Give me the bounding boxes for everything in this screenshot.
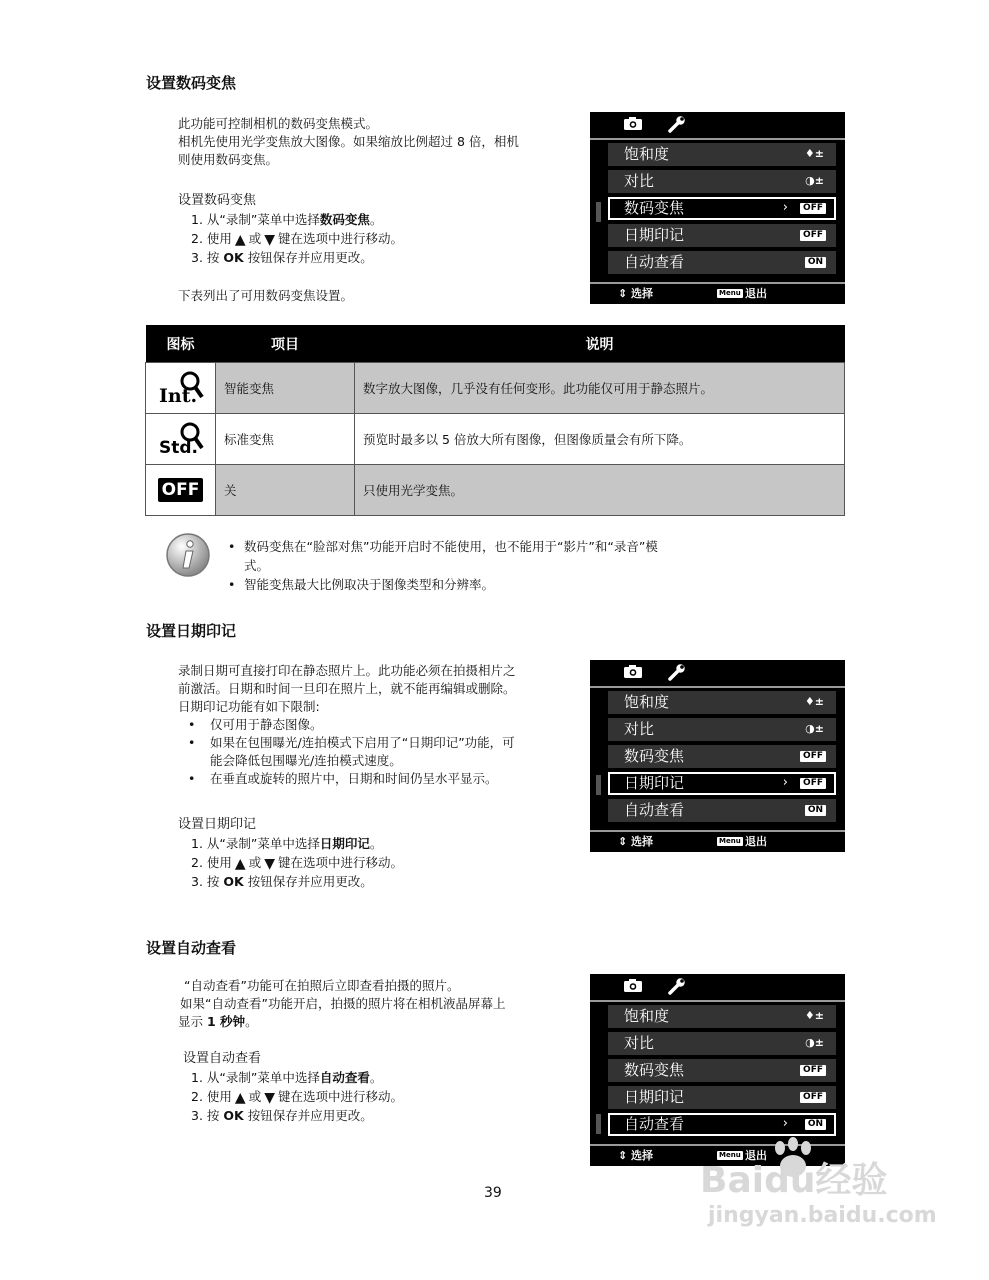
saturation-icon: ♦± [804,695,824,708]
note-item-cont: 式。 [244,558,270,573]
contrast-icon: ◑± [805,174,824,187]
date-stamp-intro [178,662,588,788]
down-arrow-icon: ▼ [264,1090,275,1106]
step-2: 2. 使用 ▲ 或 ▼ 键在选项中进行移动。 [191,231,403,248]
camera-menu-screenshot [590,660,845,852]
up-arrow-icon: ▲ [234,1090,246,1106]
value-badge: ON [805,257,826,268]
value-badge: ON [805,805,826,816]
info-icon [165,532,211,578]
step-1: 1. 从“录制”菜单中选择数码变焦。 [191,212,383,227]
value-badge: OFF [800,1065,826,1076]
digital-zoom-table [145,325,845,516]
menu-item-date-stamp: 日期印记 OFF [608,1086,836,1109]
menu-footer: ⇕ 选择 Menu 退出 [590,830,845,852]
table-row [146,363,845,414]
menu-item-saturation: 饱和度 ♦± [608,143,836,166]
page-number: 39 [484,1185,502,1201]
note-item: • 数码变焦在“脸部对焦”功能开启时不能使用，也不能用于“影片”和“录音”模 [228,539,658,554]
menu-item-contrast: 对比 ◑± [608,718,836,741]
menu-item-digital-zoom: 数码变焦 OFF [608,1059,836,1082]
menu-item-contrast: 对比 ◑± [608,170,836,193]
steps-title: 设置自动查看 [183,1051,262,1066]
scrollbar [596,775,601,795]
table-cell-item: 关 [216,465,355,516]
auto-review-steps [183,1049,593,1125]
menu-item-auto-review: 自动查看 › ON [608,1113,836,1136]
menu-item-auto-review: 自动查看 ON [608,799,836,822]
step-1: 1. 从“录制”菜单中选择自动查看。 [191,1070,383,1085]
table-cell-desc: 预览时最多以 5 倍放大所有图像，但图像质量会有所下降。 [355,414,845,465]
section-title-date-stamp: 设置日期印记 [146,622,237,640]
limit-item: • 如果在包围曝光/连拍模式下启用了“日期印记”功能，可 [188,735,515,750]
table-intro: 下表列出了可用数码变焦设置。 [178,288,354,303]
section-title-digital-zoom: 设置数码变焦 [146,74,237,92]
menu-footer: ⇕ 选择 Menu 退出 [590,1144,845,1166]
value-badge: OFF [800,751,826,762]
intro-line: 显示 1 秒钟。 [178,1014,258,1029]
steps-title: 设置数码变焦 [178,193,257,208]
menu-item-digital-zoom: 数码变焦 OFF [608,745,836,768]
intro-line: 相机先使用光学变焦放大图像。如果缩放比例超过 8 倍，相机 [178,134,519,149]
limit-item: • 仅可用于静态图像。 [188,717,323,732]
intro-line: 则使用数码变焦。 [178,152,279,167]
chevron-right-icon: › [782,775,788,790]
menu-button-icon: Menu [719,837,741,845]
menu-tab-bar [590,112,845,140]
limit-item-cont: 能会降低包围曝光/连拍模式速度。 [210,753,402,768]
saturation-icon: ♦± [804,1009,824,1022]
intro-line: 此功能可控制相机的数码变焦模式。 [178,116,379,131]
value-badge: OFF [800,778,826,789]
camera-icon [624,665,642,678]
chevron-right-icon: › [782,200,788,215]
up-arrow-icon: ▲ [234,856,246,872]
steps-title: 设置日期印记 [178,817,257,832]
scrollbar [596,202,601,222]
intro-line: “自动查看”功能可在拍照后立即查看拍摄的照片。 [184,978,460,993]
value-badge: OFF [800,203,826,214]
menu-tab-bar [590,660,845,688]
wrench-icon [668,978,686,995]
contrast-icon: ◑± [805,1036,824,1049]
down-arrow-icon: ▼ [264,232,275,248]
menu-tab-bar [590,974,845,1002]
step-2: 2. 使用 ▲ 或 ▼ 键在选项中进行移动。 [191,1089,403,1106]
chevron-right-icon: › [782,1116,788,1131]
up-arrow-icon: ▲ [234,232,246,248]
table-cell-item: 标准变焦 [216,414,355,465]
menu-item-date-stamp: 日期印记 › OFF [608,772,836,795]
col-header-icon: 图标 [146,325,216,363]
step-3: 3. 按 OK 按钮保存并应用更改。 [191,1108,373,1123]
camera-icon [624,117,642,130]
digital-zoom-intro [178,115,588,169]
scrollbar [596,1114,601,1134]
menu-item-date-stamp: 日期印记 OFF [608,224,836,247]
note-item: • 智能变焦最大比例取决于图像类型和分辨率。 [228,577,495,592]
saturation-icon: ♦± [804,147,824,160]
intro-line: 如果“自动查看”功能开启，拍摄的照片将在相机液晶屏幕上 [180,996,506,1011]
date-stamp-steps [178,815,588,891]
table-cell-desc: 只使用光学变焦。 [355,465,845,516]
contrast-icon: ◑± [805,722,824,735]
menu-item-digital-zoom: 数码变焦 › OFF [608,197,836,220]
intro-line: 日期印记功能有如下限制: [178,699,320,714]
menu-item-contrast: 对比 ◑± [608,1032,836,1055]
intelligent-zoom-icon [146,363,216,414]
svg-text:Std.: Std. [158,437,198,458]
notes-list [228,537,838,594]
digital-zoom-steps [178,191,588,267]
col-header-item: 项目 [216,325,355,363]
wrench-icon [668,664,686,681]
menu-button-icon: Menu [719,1151,741,1159]
menu-item-auto-review: 自动查看 ON [608,251,836,274]
menu-item-saturation: 饱和度 ♦± [608,691,836,714]
standard-zoom-icon [146,414,216,465]
camera-icon [624,979,642,992]
intro-line: 前激活。日期和时间一旦印在照片上，就不能再编辑或删除。 [178,681,516,696]
table-cell-item: 智能变焦 [216,363,355,414]
value-badge: ON [805,1119,826,1130]
auto-review-intro [178,977,588,1031]
table-cell-desc: 数字放大图像，几乎没有任何变形。此功能仅可用于静态照片。 [355,363,845,414]
value-badge: OFF [800,1092,826,1103]
step-2: 2. 使用 ▲ 或 ▼ 键在选项中进行移动。 [191,855,403,872]
table-row [146,414,845,465]
svg-text:Int.: Int. [158,384,197,407]
section-title-auto-review: 设置自动查看 [146,939,237,957]
table-header-row [146,325,845,363]
wrench-icon [668,116,686,133]
down-arrow-icon: ▼ [264,856,275,872]
menu-item-saturation: 饱和度 ♦± [608,1005,836,1028]
menu-footer: ⇕ 选择 Menu 退出 [590,282,845,304]
limit-item: • 在垂直或旋转的照片中，日期和时间仍呈水平显示。 [188,771,498,786]
menu-button-icon: Menu [719,289,741,297]
camera-menu-screenshot [590,112,845,304]
zoom-off-icon: OFF [146,465,216,516]
step-3: 3. 按 OK 按钮保存并应用更改。 [191,250,373,265]
step-3: 3. 按 OK 按钮保存并应用更改。 [191,874,373,889]
intro-line: 录制日期可直接打印在静态照片上。此功能必须在拍摄相片之 [178,663,516,678]
step-1: 1. 从“录制”菜单中选择日期印记。 [191,836,383,851]
table-row [146,465,845,516]
value-badge: OFF [800,230,826,241]
col-header-desc: 说明 [355,325,845,363]
